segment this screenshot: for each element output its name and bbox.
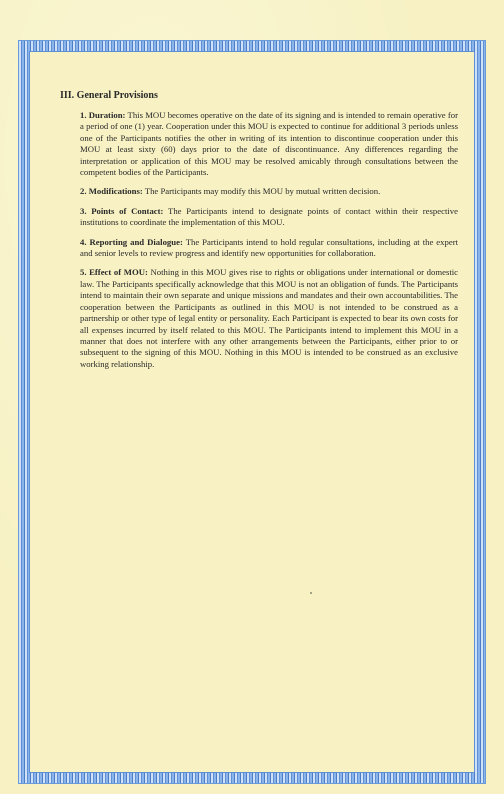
provision-duration xyxy=(80,110,458,178)
provision-reporting-dialogue xyxy=(80,237,458,260)
section-title: III. General Provisions xyxy=(60,90,158,101)
provision-text: The Participants intend to hold regular consultations, including at the expert and senior levels to review progress and identify new opportunities for collaboration. xyxy=(80,236,459,259)
provision-label: 5. Effect of MOU: xyxy=(80,267,148,278)
provision-points-of-contact xyxy=(80,206,458,229)
provision-text: The Participants intend to designate points of contact within their respective institutions to coordinate the implementation of this MOU. xyxy=(80,205,458,228)
provisions-content xyxy=(60,90,458,378)
page-body xyxy=(29,51,475,773)
provision-modifications xyxy=(80,186,458,197)
provision-text: Nothing in this MOU gives rise to rights or obligations under international or domestic law. The Participants specifically acknowledge that this MOU is not an obligation of funds. The Participants intend to maintain their own separate and unique missions and mandates and their own accountabilities. The cooperation between the Participants as outlined in this MOU is not intended to be construed as a partnership or other type of legal entity or personality. Each Participant is expected to bear its own costs for all expenses incurred by itself related to this MOU. The Participants intend to implement this MOU in a manner that does not interfere with any other arrangements between the Participants, either prior to or subsequent to the signing of this MOU. Nothing in this MOU is intended to be construed as an exclusive working relationship. xyxy=(80,267,459,369)
provision-label: 1. Duration: xyxy=(80,110,126,120)
provision-label: 3. Points of Contact: xyxy=(80,205,164,216)
provision-text: This MOU becomes operative on the date of its signing and is intended to remain operative for a period of one (1) year. Cooperation under this MOU is expected to continue for additional 3 periods unless one of the Participants notifies the other in writing of its intention to discontinue cooperation under this MOU at least sixty (60) days prior to the date of discontinuance. Any differences regarding the interpretation or application of this MOU may be resolved amicably through consultations between the competent bodies of the Participants. xyxy=(80,110,459,178)
provision-effect-of-mou xyxy=(80,267,458,370)
provision-label: 2. Modifications: xyxy=(80,186,143,197)
paper-speck xyxy=(310,592,312,594)
provision-text: The Participants may modify this MOU by mutual written decision. xyxy=(144,186,381,197)
provision-label: 4. Reporting and Dialogue: xyxy=(80,236,183,247)
decorative-border xyxy=(18,40,486,784)
